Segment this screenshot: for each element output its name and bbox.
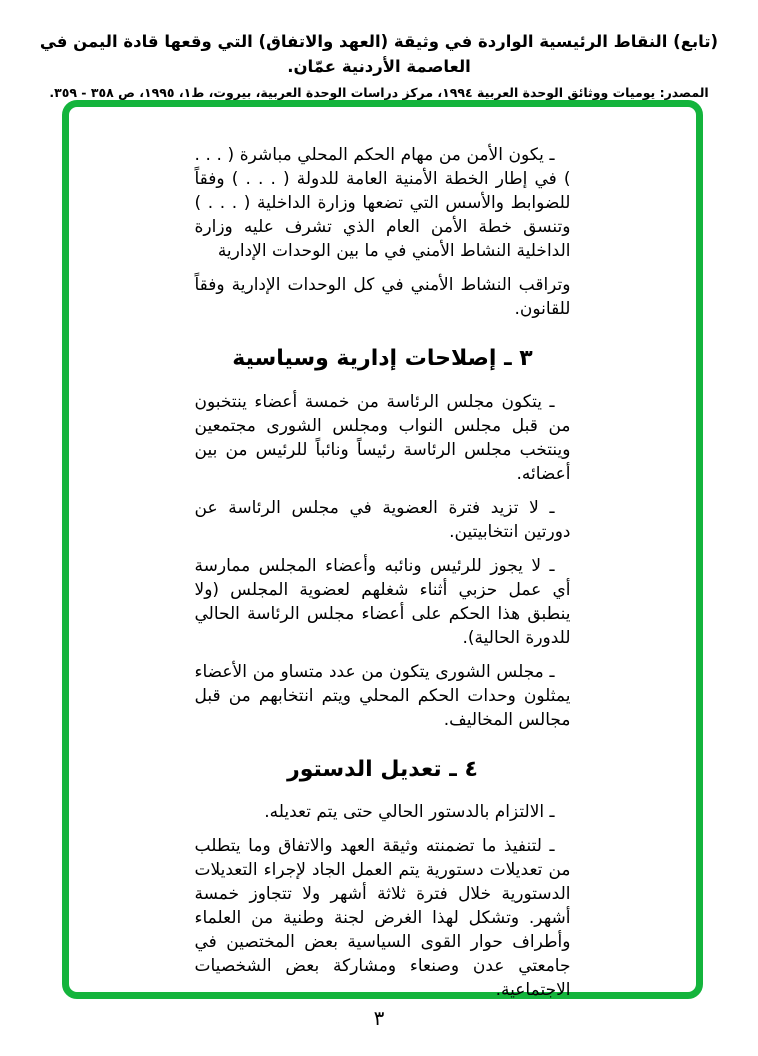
document-body (195, 143, 571, 1002)
document-paragraph: ـ لا يجوز للرئيس ونائبه وأعضاء المجلس ممارسة أي عمل حزبي أثناء شغلهم لعضوية المجلس (ولا ينطبق هذا الحكم على أعضاء مجلس الرئاسة الحالي للدورة الحالية). (194, 555, 571, 648)
document-paragraph: ـ لتنفيذ ما تضمنته وثيقة العهد والاتفاق وما يتطلب من تعديلات دستورية يتم العمل الجاد لإجراء التعديلات الدستورية خلال فترة ثلاثة أشهر ولا تتجاوز خمسة أشهر. وتشكل لهذا الغرض لجنة وطنية من العلماء وأطراف حوار القوى السياسية بعض المختصين في جامعتي عدن وصنعاء ومشاركة بعض الشخصيات الاجتماعية. (194, 836, 571, 1001)
document-paragraph: ـ يكون الأمن من مهام الحكم المحلي مباشرة ( . . . ) في إطار الخطة الأمنية العامة للدولة ( . . . ) وفقاً للضوابط والأسس التي تضعها وزارة الداخلية ( . . . ) وتنسق خطة الأمن العام الذي تشرف عليه وزارة الداخلية النشاط الأمني في ما بين الوحدات الإدارية (194, 145, 571, 261)
page-header (33, 30, 725, 101)
document-title: (تابع) النقاط الرئيسية الواردة في وثيقة (العهد والاتفاق) التي وقعها قادة اليمن في العاصمة الأردنية عمّان. (39, 32, 719, 76)
section-heading: ٣ ـ إصلاحات إدارية وسياسية (232, 346, 533, 371)
page-number: ٣ (373, 1006, 385, 1030)
document-paragraph: ـ الالتزام بالدستور الحالي حتى يتم تعديله. (264, 802, 555, 823)
document-paragraph: ـ مجلس الشورى يتكون من عدد متساو من الأعضاء يمثلون وحدات الحكم المحلي ويتم انتخابهم من قبل مجالس المخاليف. (194, 661, 571, 730)
document-paragraph: وتراقب النشاط الأمني في كل الوحدات الإدارية وفقاً للقانون. (194, 275, 571, 319)
document-paragraph: ـ لا تزيد فترة العضوية في مجلس الرئاسة عن دورتين انتخابيتين. (194, 497, 571, 542)
document-frame (62, 100, 703, 999)
section-heading: ٤ ـ تعديل الدستور (287, 756, 478, 782)
document-source-citation: المصدر: يوميات ووثائق الوحدة العربية ١٩٩٤، مركز دراسات الوحدة العربية، بيروت، ط١، ١٩٩٥، ص ٣٥٨ - ٣٥٩. (49, 84, 709, 100)
document-paragraph: ـ يتكون مجلس الرئاسة من خمسة أعضاء ينتخبون من قبل مجلس النواب ومجلس الشورى مجتمعين وينتخب مجلس الرئاسة رئيساً ونائباً للرئيس من بين أعضائه. (194, 391, 571, 484)
